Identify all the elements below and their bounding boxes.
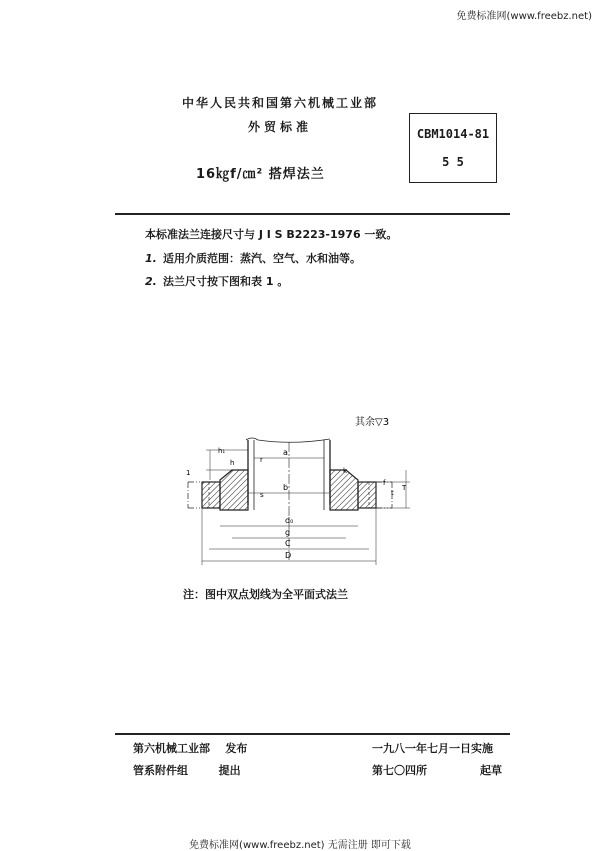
standard-number: CBM1014-81 [416,127,490,142]
dim-g: g [285,528,291,537]
flange-title: 16㎏f/㎝² 搭焊法兰 [196,167,325,182]
flange-left-hub [220,470,248,510]
dim-t: t [391,489,394,497]
roughness-note: 其余▽3 [355,417,390,428]
watermark-top: 免费标准网(www.freebz.net) [456,11,592,22]
item-2-number: 2. [145,275,157,288]
dim-f: f [383,479,386,487]
flange-drawing [180,410,420,575]
flange-left-ring [202,482,220,508]
flange-right-hub [330,470,358,510]
item-1 [145,250,361,266]
standard-page: 5 5 [442,154,464,169]
dim-D: D [285,551,292,560]
dim-C: C [285,539,291,548]
dim-k: k [343,467,348,475]
dim-d0: d₀ [285,516,294,525]
pipe-break-line [246,438,330,442]
footer-proposer: 管系附件组 提出 [133,764,241,777]
item-2 [145,273,288,289]
top-rule [115,213,510,215]
footer-rule [115,733,510,735]
dim-a: a [283,448,288,457]
dim-r: r [260,456,263,464]
footer-drafter: 起草 [480,764,502,777]
dim-T: T [402,484,407,492]
item-2-text: 法兰尺寸按下图和表 1 。 [163,275,289,288]
dim-angle: 1 [186,469,191,477]
footer-institute: 第七〇四所 [372,764,427,777]
dim-b: b [283,483,289,492]
footer-issuer: 第六机械工业部 发布 [133,742,248,755]
dim-s: s [260,491,264,499]
issuing-authority-title: 中华人民共和国第六机械工业部 [181,96,378,110]
dim-h1: h₁ [218,447,226,455]
watermark-bottom: 免费标准网(www.freebz.net) 无需注册 即可下载 [189,840,411,851]
standard-category: 外贸标准 [247,120,312,134]
item-1-number: 1. [145,252,157,265]
footer-effective-date: 一九八一年七月一日实施 [372,742,493,755]
drawing-note: 注：图中双点划线为全平面式法兰 [183,588,348,601]
intro-paragraph: 本标准法兰连接尺寸与 J I S B2223-1976 一致。 [145,228,398,241]
item-1-text: 适用介质范围：蒸汽、空气、水和油等。 [163,252,361,265]
dim-h: h [230,459,235,467]
standard-number-box [409,113,497,183]
flange-right-ring [358,482,376,508]
